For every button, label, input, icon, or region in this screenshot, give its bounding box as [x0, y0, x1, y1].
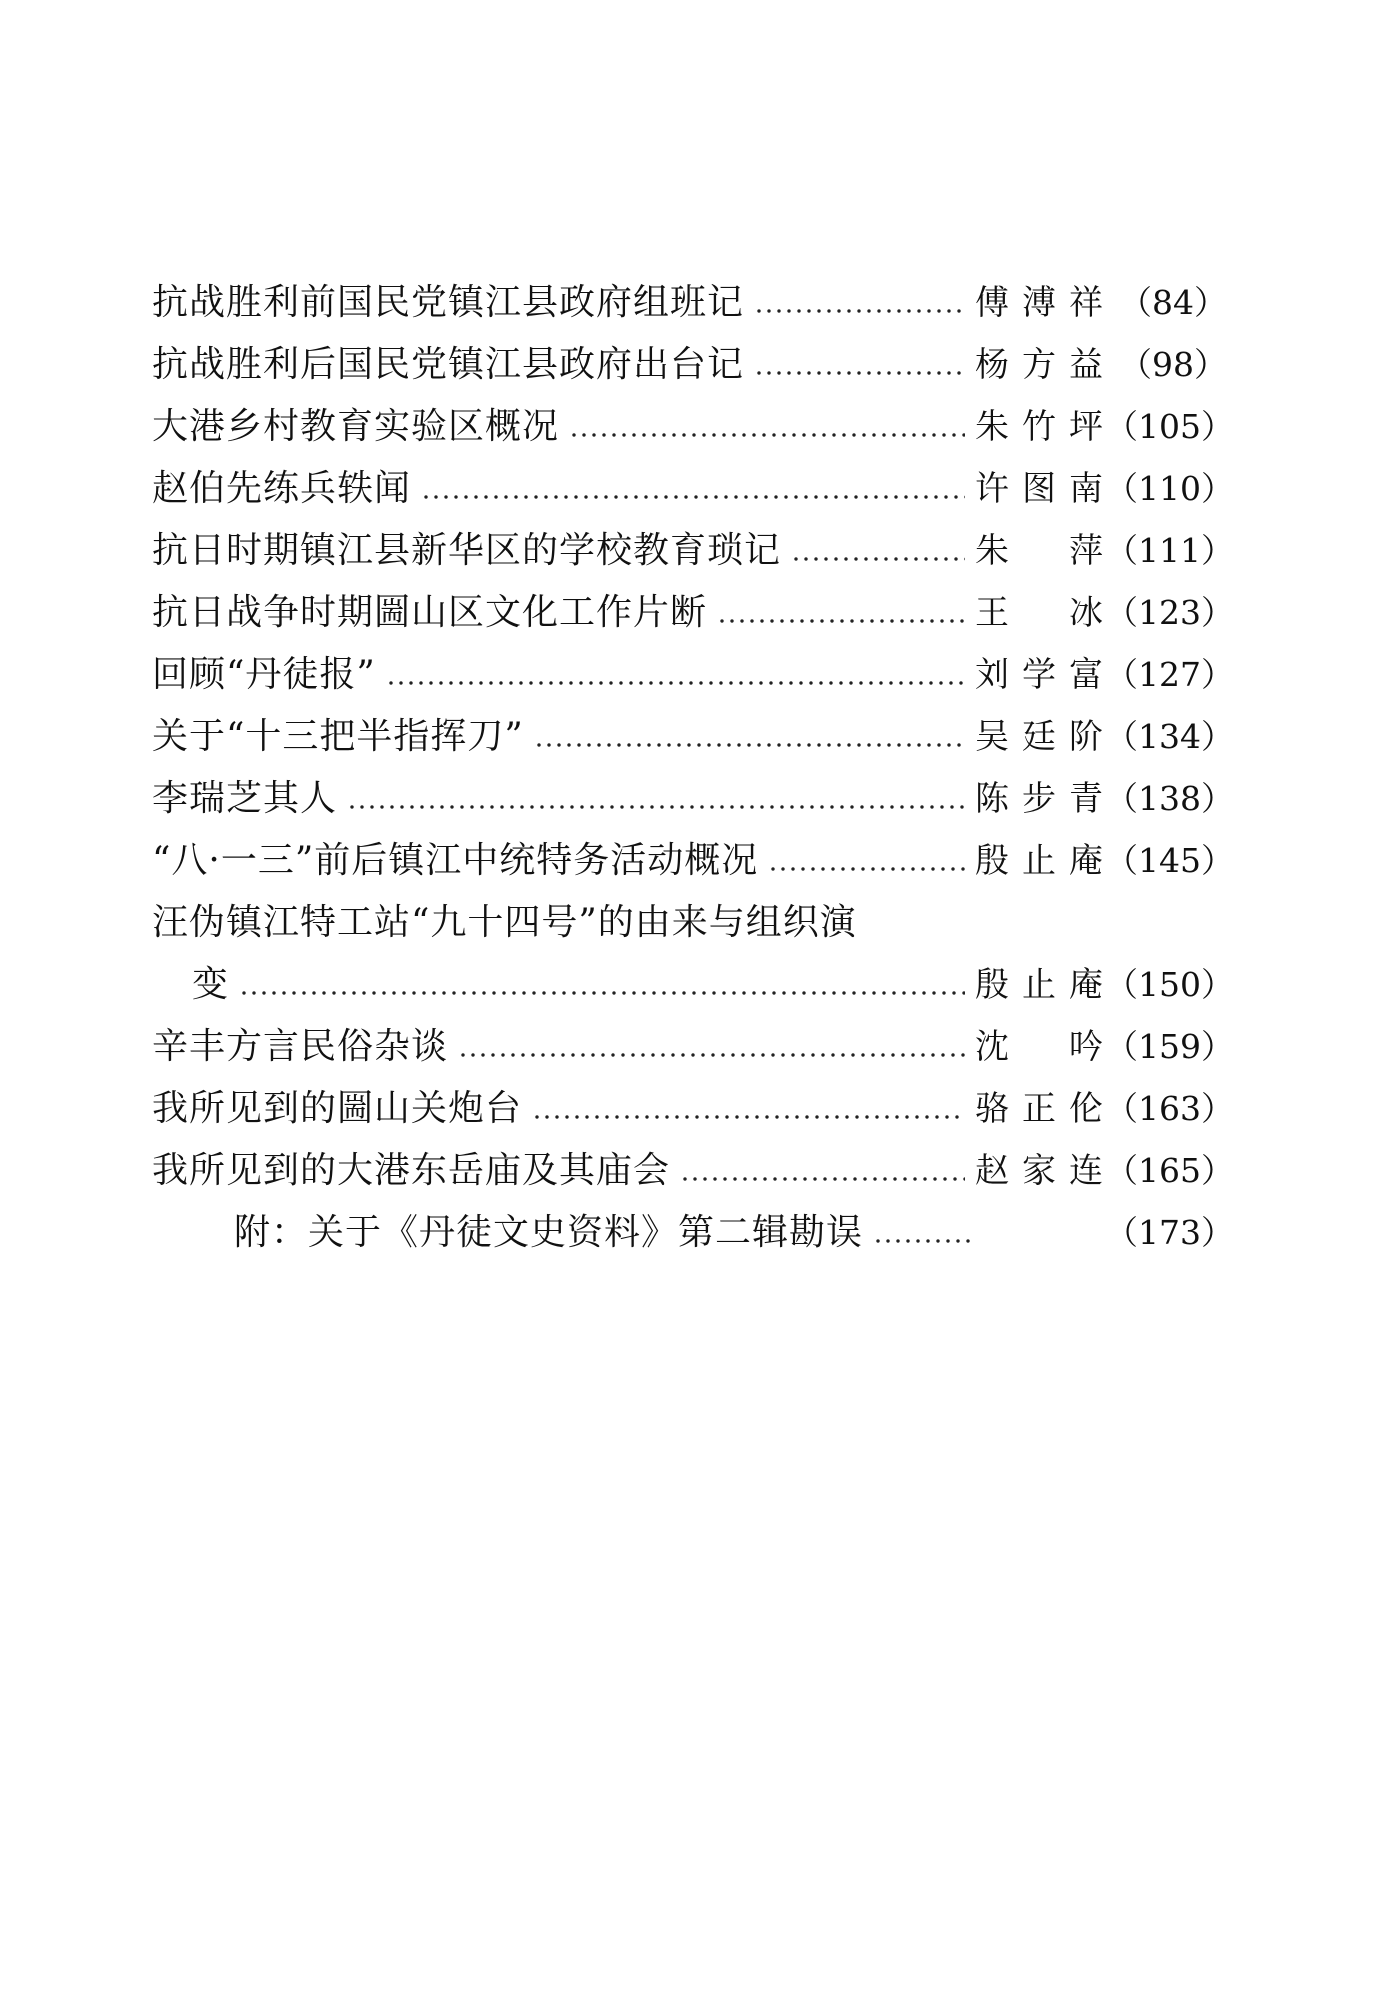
entry-author: 朱竹坪 — [975, 407, 1105, 447]
entry-title: “八·一三”前后镇江中统特务活动概况 — [152, 840, 759, 881]
dot-leader — [421, 495, 965, 499]
entry-title: 赵伯先练兵轶闻 — [152, 468, 412, 509]
toc-entry-continuation — [152, 954, 1234, 1016]
entry-author: 朱 萍 — [975, 531, 1105, 571]
entry-author: 殷止庵 — [975, 841, 1105, 881]
entry-page: （138） — [1105, 779, 1234, 818]
entry-page: （98） — [1119, 345, 1227, 384]
toc-entry — [152, 1140, 1234, 1202]
toc-entry — [152, 396, 1234, 458]
entry-page: （84） — [1119, 283, 1227, 322]
dot-leader — [754, 309, 965, 313]
entry-page: （123） — [1105, 593, 1234, 632]
dot-leader — [569, 433, 965, 437]
dot-leader — [717, 619, 965, 623]
entry-title: 回顾“丹徒报” — [152, 654, 376, 695]
dot-leader — [873, 1239, 973, 1243]
toc-entry — [152, 830, 1234, 892]
entry-page: （134） — [1105, 717, 1234, 756]
entry-author: 许图南 — [975, 469, 1105, 509]
dot-leader — [680, 1177, 965, 1181]
entry-author: 王 冰 — [975, 593, 1105, 633]
toc-entry-first-line — [152, 892, 1227, 954]
entry-page: （111） — [1105, 531, 1234, 570]
entry-title: 汪伪镇江特工站“九十四号”的由来与组织演 — [152, 902, 857, 943]
dot-leader — [754, 371, 965, 375]
entry-title: 我所见到的圌山关炮台 — [152, 1088, 523, 1129]
dot-leader — [347, 805, 965, 809]
toc-entry — [152, 458, 1234, 520]
entry-author: 骆正伦 — [975, 1089, 1105, 1129]
toc-entry — [152, 1016, 1234, 1078]
table-of-contents — [152, 272, 1234, 1264]
entry-author: 傅溥祥 — [975, 283, 1105, 323]
entry-page: （127） — [1105, 655, 1234, 694]
appendix-page: （173） — [1105, 1213, 1234, 1252]
dot-leader — [532, 1115, 965, 1119]
entry-page: （165） — [1105, 1151, 1234, 1190]
toc-entry — [152, 644, 1234, 706]
entry-author: 吴廷阶 — [975, 717, 1105, 757]
dot-leader — [791, 557, 965, 561]
toc-entry — [152, 768, 1234, 830]
dot-leader — [239, 991, 965, 995]
entry-title: 抗战胜利后国民党镇江县政府出台记 — [152, 344, 745, 385]
entry-author: 殷止庵 — [975, 965, 1105, 1005]
dot-leader — [458, 1053, 965, 1057]
entry-title-continuation: 变 — [192, 964, 230, 1005]
toc-appendix — [152, 1202, 1234, 1264]
toc-entry — [152, 272, 1227, 334]
dot-leader — [768, 867, 965, 871]
appendix-title: 附：关于《丹徒文史资料》第二辑勘误 — [234, 1212, 864, 1253]
entry-title: 大港乡村教育实验区概况 — [152, 406, 560, 447]
entry-title: 李瑞芝其人 — [152, 778, 338, 819]
entry-author: 赵家连 — [975, 1151, 1105, 1191]
toc-entry — [152, 520, 1234, 582]
entry-page: （150） — [1105, 965, 1234, 1004]
dot-leader — [386, 681, 965, 685]
entry-page: （159） — [1105, 1027, 1234, 1066]
entry-author: 沈 吟 — [975, 1027, 1105, 1067]
entry-title: 抗日时期镇江县新华区的学校教育琐记 — [152, 530, 782, 571]
entry-page: （110） — [1105, 469, 1234, 508]
entry-page: （163） — [1105, 1089, 1234, 1128]
entry-title: 抗战胜利前国民党镇江县政府组班记 — [152, 282, 745, 323]
toc-entry — [152, 582, 1234, 644]
dot-leader — [534, 743, 965, 747]
entry-title: 辛丰方言民俗杂谈 — [152, 1026, 449, 1067]
toc-entry — [152, 1078, 1234, 1140]
toc-entry — [152, 706, 1234, 768]
entry-page: （105） — [1105, 407, 1234, 446]
entry-page: （145） — [1105, 841, 1234, 880]
entry-title: 关于“十三把半指挥刀” — [152, 716, 524, 757]
toc-entry — [152, 334, 1227, 396]
entry-title: 抗日战争时期圌山区文化工作片断 — [152, 592, 708, 633]
entry-author: 杨方益 — [975, 345, 1105, 385]
entry-author: 陈步青 — [975, 779, 1105, 819]
entry-author: 刘学富 — [975, 655, 1105, 695]
entry-title: 我所见到的大港东岳庙及其庙会 — [152, 1150, 671, 1191]
